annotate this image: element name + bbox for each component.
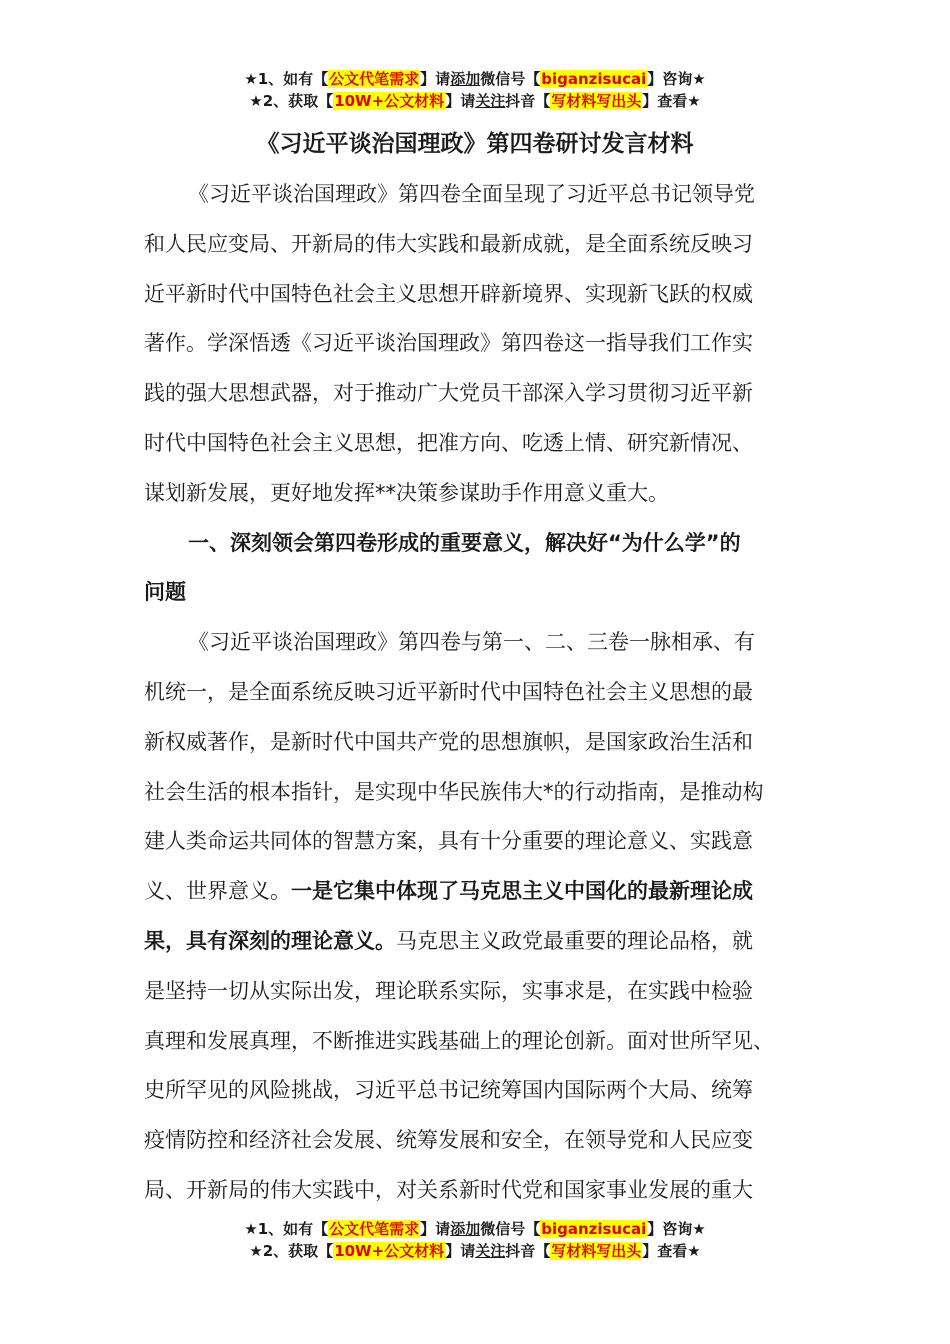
body-line: 是坚持一切从实际出发，理论联系实际，实事求是，在实践中检验	[144, 978, 753, 1003]
page-title: 《习近平谈治国理政》第四卷研讨发言材料	[256, 131, 694, 157]
body-line: 践的强大思想武器，对于推动广大党员干部深入学习贯彻习近平新	[144, 381, 753, 406]
highlight-douyin-account: 写材料写出头	[551, 1242, 642, 1260]
section-heading: 一、深刻领会第四卷形成的重要意义，解决好“为什么学”的	[188, 530, 741, 555]
banner-line-1: ★1、如有【公文代笔需求】请添加微信号【biganzisucai】咨询★	[244, 70, 706, 88]
highlight-service: 公文代笔需求	[329, 70, 420, 88]
body-line: 疫情防控和经济社会发展、统筹发展和安全，在领导党和人民应变	[144, 1128, 753, 1153]
highlight-materials: 10W+公文材料	[334, 1242, 445, 1260]
body-line: 《习近平谈治国理政》第四卷全面呈现了习近平总书记领导党	[188, 182, 755, 206]
body-line: 和人民应变局、开新局的伟大实践和最新成就，是全面系统反映习	[144, 231, 753, 256]
body-line: 建人类命运共同体的智慧方案，具有十分重要的理论意义、实践意	[144, 829, 753, 854]
highlight-materials: 10W+公文材料	[334, 92, 445, 110]
body-line: 谋划新发展，更好地发挥**决策参谋助手作用意义重大。	[144, 480, 669, 505]
footer-banner	[0, 1218, 950, 1262]
body-line: 真理和发展真理，不断推进实践基础上的理论创新。面对世所罕见、	[144, 1028, 774, 1053]
body-line: 社会生活的根本指针，是实现中华民族伟大*的行动指南，是推动构	[144, 779, 764, 804]
bold-point: 一是它集中体现了马克思主义中国化的最新理论成	[291, 879, 753, 904]
body-line-mixed: 果，具有深刻的理论意义。马克思主义政党最重要的理论品格，就	[144, 928, 753, 953]
highlight-douyin-account: 写材料写出头	[551, 92, 642, 110]
body-line: 时代中国特色社会主义思想，把准方向、吃透上情、研究新情况、	[144, 430, 753, 455]
banner-line-2: ★2、获取【10W+公文材料】请关注抖音【写材料写出头】查看★	[249, 92, 701, 110]
bold-point: 果，具有深刻的理论意义。	[144, 928, 396, 953]
body-line-mixed: 义、世界意义。一是它集中体现了马克思主义中国化的最新理论成	[144, 879, 753, 904]
banner-line-2: ★2、获取【10W+公文材料】请关注抖音【写材料写出头】查看★	[249, 1242, 701, 1260]
body-line: 著作。学深悟透《习近平谈治国理政》第四卷这一指导我们工作实	[144, 331, 753, 356]
body-line: 局、开新局的伟大实践中，对关系新时代党和国家事业发展的重大	[144, 1177, 753, 1202]
document-body	[144, 170, 806, 1216]
body-line: 新权威著作，是新时代中国共产党的思想旗帜，是国家政治生活和	[144, 729, 753, 754]
banner-line-1: ★1、如有【公文代笔需求】请添加微信号【biganzisucai】咨询★	[244, 1220, 706, 1238]
body-line: 《习近平谈治国理政》第四卷与第一、二、三卷一脉相承、有	[188, 630, 755, 655]
highlight-wechat-id: biganzisucai	[541, 1220, 647, 1238]
body-line: 近平新时代中国特色社会主义思想开辟新境界、实现新飞跃的权威	[144, 281, 753, 306]
section-heading-cont: 问题	[144, 580, 186, 605]
body-line: 史所罕见的风险挑战，习近平总书记统筹国内国际两个大局、统筹	[144, 1078, 753, 1103]
body-line: 机统一，是全面系统反映习近平新时代中国特色社会主义思想的最	[144, 679, 753, 704]
header-banner	[0, 68, 950, 112]
highlight-wechat-id: biganzisucai	[541, 70, 647, 88]
highlight-service: 公文代笔需求	[329, 1220, 420, 1238]
